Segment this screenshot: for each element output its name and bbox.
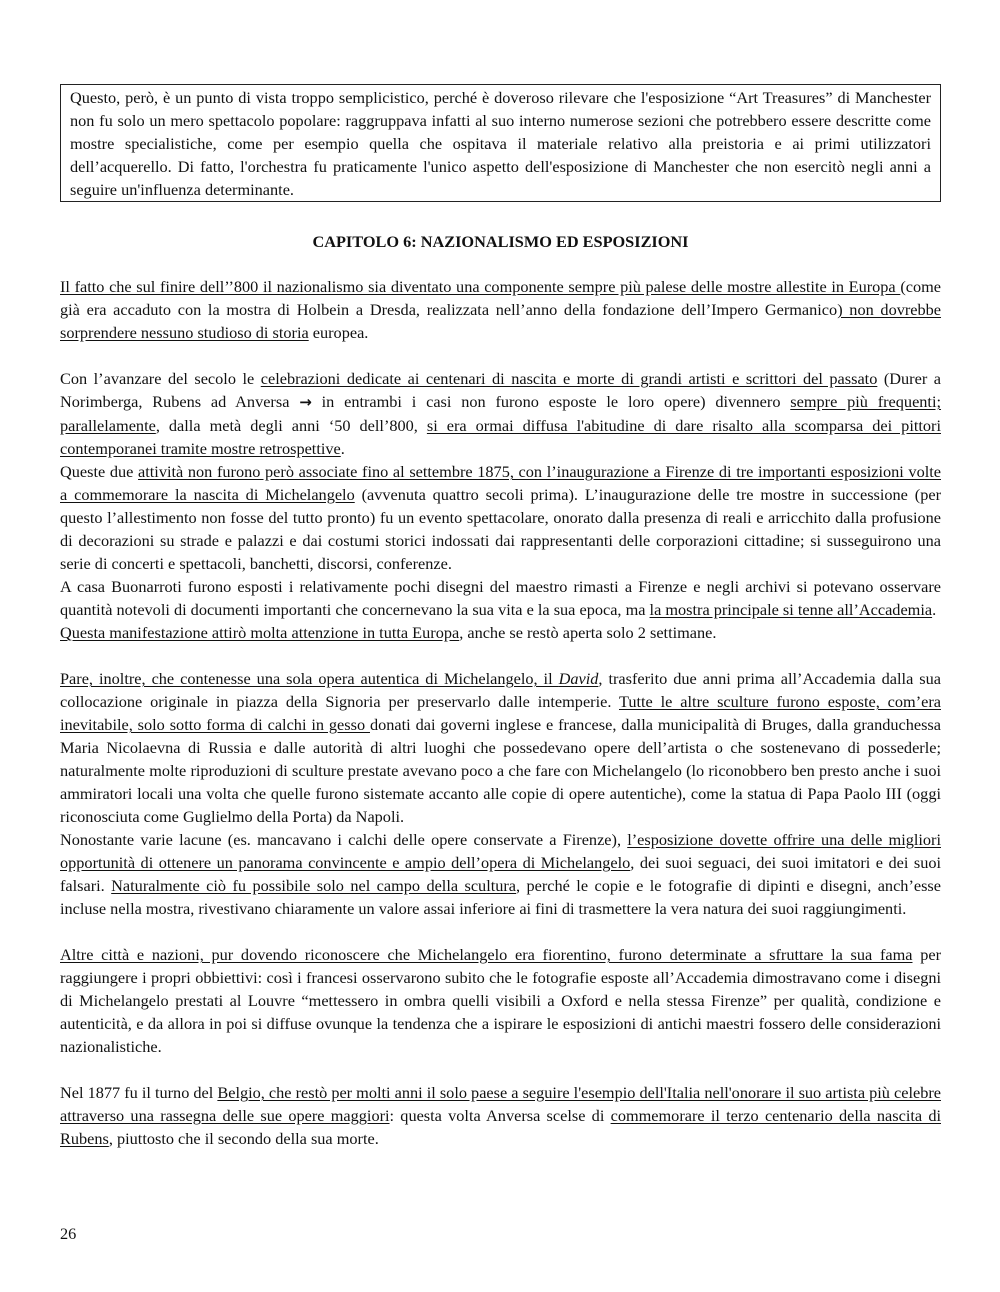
underlined-italic-text bbox=[559, 669, 599, 688]
body-text: Con l’avanzare del secolo le bbox=[60, 369, 261, 388]
body-text: , piuttosto che il secondo della sua morte. bbox=[108, 1129, 379, 1148]
body-text: (come già era accaduto con la mostra di Holbein a Dresda, realizzata nell’anno della fondazione dell’Impero Germanico bbox=[60, 277, 941, 319]
body-text: , perché le copie e le fotografie di dipinti e disegni, anch’esse incluse nella mostra, rivestivano chiaramente un valore assai inferiore ai fini di trasmettere la vera natura dei suoi raggiungimenti. bbox=[60, 876, 941, 918]
paragraph-centenaries bbox=[60, 367, 941, 460]
paragraph-belgium bbox=[60, 1081, 941, 1150]
underlined-text: Questa manifestazione attirò molta attenzione in tutta Europa bbox=[60, 623, 460, 642]
body-text: in entrambi i casi non furono esposte le loro opere) divennero bbox=[311, 392, 791, 411]
boxed-paragraph bbox=[60, 84, 941, 202]
underlined-text: si era ormai diffusa l'abitudine di dare risalto alla scomparsa dei pittori contemporanei tramite mostre retrospettive bbox=[60, 416, 941, 458]
body-text: A casa Buonarroti furono esposti i relativamente pochi disegni del maestro rimasti a Firenze e negli archivi si potevano osservare quantità notevoli di documenti importanti che concernevano la sua vita e la sua epoca, ma bbox=[60, 577, 941, 619]
body-text: . bbox=[932, 600, 937, 619]
document-page bbox=[60, 84, 941, 1150]
underlined-text: Naturalmente ciò fu possibile solo nel campo della scultura bbox=[111, 876, 517, 895]
body-text: Nel 1877 fu il turno del bbox=[60, 1083, 218, 1102]
paragraph-attention-europe bbox=[60, 621, 941, 644]
body-text: donati dai governi inglese e francese, dalla municipalità di Bruges, dalla granduchessa Maria Nicolaevna di Russia e dalle autorità di altri luoghi che possedevano opere dell’artista o che sostenevano di possederle; naturalmente molte riproduzioni di sculture prestate avevano poco a che fare con Michelangelo (lo riconobbero ben presto anche i suoi ammiratori locali una volta che quelle furono sistemate accanto alle copie di opere autentiche), come la statua di Papa Paolo III (oggi riconosciuta come Guglielmo della Porta) da Napoli. bbox=[60, 715, 941, 826]
body-text: europea. bbox=[308, 323, 369, 342]
underlined-text: l’esposizione dovette offrire una delle migliori opportunità di ottenere un panorama convincente e ampio dell’opera di Michelangelo bbox=[60, 830, 941, 872]
underlined-text: sempre più frequenti; parallelamente bbox=[60, 392, 942, 435]
underlined-text: ) non dovrebbe sorprendere nessuno studioso di storia bbox=[60, 300, 942, 342]
body-text: : questa volta Anversa scelse di bbox=[389, 1106, 611, 1125]
body-text: (avvenuta quattro secoli prima). L’inaugurazione delle tre mostre in successione (per questo l’allestimento non fosse del tutto pronto) fu un evento spettacolare, onorato dalla presenza di reali e arricchito dalla profusione di decorazioni su strade e palazzi e dai costumi storici indossati dai rappresentanti delle corporazioni cittadine; si susseguirono una serie di concerti e spettacoli, banchetti, discorsi, conferenze. bbox=[60, 485, 941, 573]
body-text: Queste due bbox=[60, 462, 139, 481]
boxed-paragraph-text: Questo, però, è un punto di vista troppo semplicistico, perché è doveroso rilevare che l'esposizione “Art Treasures” di Manchester non fu solo un mero spettacolo popolare: raggruppava infatti al suo interno numerose sezioni che potrebbero essere descritte come mostre specialistiche, come per esempio quella che ospitava il materiale relativo alla preistoria e ai primi utilizzatori dell’acquerello. Di fatto, l'orchestra fu praticamente l'unico aspetto dell'esposizione di Manchester che non esercitò negli anni a seguire un'influenza determinante. bbox=[70, 88, 931, 199]
underlined-text: la mostra principale si tenne all’Accademia bbox=[649, 600, 933, 619]
underlined-text: Altre città e nazioni, pur dovendo riconoscere che Michelangelo era fiorentino, furono determinate a sfruttare la sua fama bbox=[60, 945, 913, 964]
underlined-text: attività non furono però associate fino al settembre 1875, con l’inaugurazione a Firenze di tre importanti esposizioni volte a commemorare la nascita di Michelangelo bbox=[60, 462, 941, 504]
underlined-text: celebrazioni dedicate ai centenari di nascita e morte di grandi artisti e scrittori del passato bbox=[260, 369, 878, 388]
body-text: , trasferito due anni prima all’Accademia dalla sua collocazione originale in piazza della Signoria per preservarlo dalle intemperie. bbox=[60, 669, 941, 711]
paragraph-florence-1875 bbox=[60, 460, 941, 575]
body-text: , dei suoi seguaci, dei suoi imitatori e dei suoi falsari. bbox=[60, 853, 942, 895]
body-text: per raggiungere i propri obbiettivi: così i francesi osservarono subito che le fotografie esposte all’Accademia dimostravano come i disegni di Michelangelo prestati al Louvre “mettessero in ombra quelli visibili a Oxford e nella stessa Firenze” per qualità, condizione e autenticità, e da allora in poi si diffuse ovunque la tendenza che a ispirare le esposizioni di antichi maestri fossero delle considerazioni nazionalistiche. bbox=[60, 945, 941, 1056]
paragraph-david bbox=[60, 667, 941, 828]
chapter-title: CAPITOLO 6: NAZIONALISMO ED ESPOSIZIONI bbox=[312, 232, 689, 251]
underlined-text: commemorare il terzo centenario della nascita di Rubens bbox=[60, 1106, 941, 1148]
body-text: Nonostante varie lacune (es. mancavano i calchi delle opere conservate a Firenze), bbox=[60, 830, 628, 849]
underlined-text: Pare, inoltre, che contenesse una sola opera autentica di Michelangelo, il bbox=[60, 669, 559, 688]
underlined-text: Belgio, che restò per molti anni il solo paese a seguire l'esempio dell'Italia nell'onorare il suo artista più celebre attraverso una rassegna delle sue opere maggiori bbox=[60, 1083, 941, 1125]
paragraph-lacunae bbox=[60, 828, 941, 920]
paragraph-casa-buonarroti bbox=[60, 575, 941, 621]
paragraph-nationalism bbox=[60, 275, 941, 344]
italic-text: David bbox=[558, 669, 599, 688]
page-number: 26 bbox=[60, 1224, 77, 1243]
body-text: (Durer a Norimberga, Rubens ad Anversa bbox=[60, 369, 942, 411]
paragraph-other-nations bbox=[60, 943, 941, 1058]
body-text: , dalla metà degli anni ‘50 dell’800, bbox=[155, 416, 427, 435]
body-text: . bbox=[340, 439, 345, 458]
underlined-text: Il fatto che sul finire dell’’800 il nazionalismo sia diventato una componente sempre più palese delle mostre allestite in Europa bbox=[60, 277, 901, 296]
body-text: , anche se restò aperta solo 2 settimane. bbox=[459, 623, 717, 642]
right-arrow-icon: → bbox=[299, 393, 312, 411]
underlined-text: Tutte le altre sculture furono esposte, com’era inevitabile, solo sotto forma di calchi in gesso bbox=[60, 692, 941, 734]
